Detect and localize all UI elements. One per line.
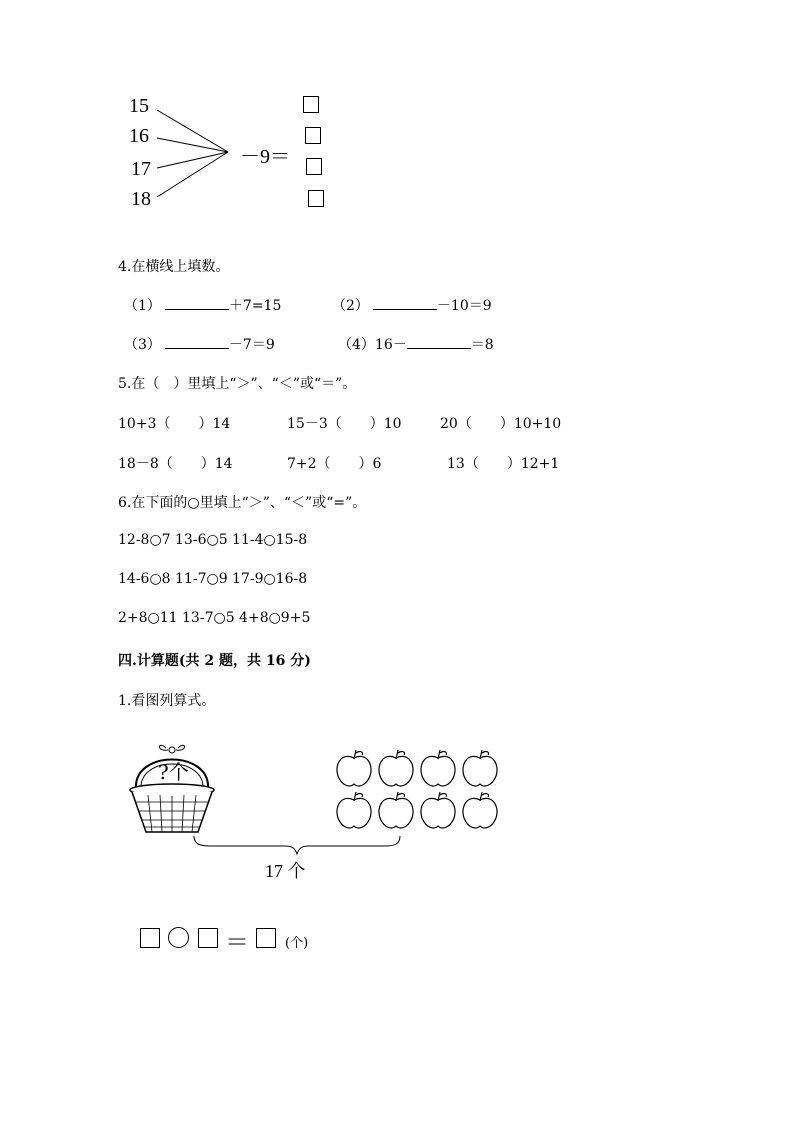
fill-blank-2[interactable] <box>373 297 437 310</box>
apple-icon <box>334 750 374 790</box>
q4-item-3: （3） －7＝9 <box>124 337 275 353</box>
total-label: 17 个 <box>265 861 306 881</box>
q4-item-2: （2） －10＝9 <box>332 298 492 314</box>
answer-box-3[interactable] <box>306 158 322 175</box>
equation-box-2[interactable] <box>198 928 218 948</box>
answer-box-1[interactable] <box>303 96 319 113</box>
q5-row2-item1: 18－8（ ）14 <box>118 456 233 472</box>
q6-row-1: 12-8○7 13-6○5 11-4○15-8 <box>118 532 308 548</box>
equals-sign: ＝ <box>225 928 249 956</box>
section-heading: 四.计算题(共 2 题，共 16 分) <box>118 653 311 669</box>
number-15: 15 <box>129 95 149 117</box>
fill-blank-3[interactable] <box>165 336 229 349</box>
connector-lines <box>0 0 794 230</box>
brace-icon <box>190 836 430 856</box>
apple-icon <box>460 792 500 832</box>
unit-label: (个) <box>285 936 309 951</box>
apple-icon <box>334 792 374 832</box>
q5-row2-item3: 13（ ）12+1 <box>447 456 560 472</box>
number-16: 16 <box>129 125 149 147</box>
apple-icon <box>376 750 416 790</box>
number-18: 18 <box>131 188 151 210</box>
fill-blank-4[interactable] <box>407 336 471 349</box>
q5-row1-item2: 15－3（ ）10 <box>287 416 402 432</box>
equation-box-1[interactable] <box>140 928 160 948</box>
apple-icon <box>376 792 416 832</box>
fill-blank-1[interactable] <box>165 297 229 310</box>
equation-box-3[interactable] <box>256 928 276 948</box>
answer-box-4[interactable] <box>308 190 324 207</box>
q4-title: 4.在横线上填数。 <box>118 259 230 275</box>
q6-row-3: 2+8○11 13-7○5 4+8○9+5 <box>118 610 311 626</box>
basket-icon <box>128 740 228 840</box>
q5-row1-item1: 10+3（ ）14 <box>118 416 231 432</box>
number-17: 17 <box>131 158 151 180</box>
apple-icon <box>418 792 458 832</box>
q4-item-1: （1） ＋7=15 <box>124 298 282 314</box>
q5-row1-item3: 20（ ）10+10 <box>440 416 562 432</box>
minus-nine-equals: －9＝ <box>240 146 290 168</box>
operator-circle[interactable] <box>168 927 189 948</box>
apple-icon <box>418 750 458 790</box>
basket-label: ?个 <box>158 760 189 784</box>
q6-title: 6.在下面的○里填上“＞”、“＜”或“=”。 <box>118 495 367 511</box>
answer-box-2[interactable] <box>305 127 321 144</box>
apple-icon <box>460 750 500 790</box>
section-q1-title: 1.看图列算式。 <box>118 693 216 709</box>
q4-item-4: （4）16－ ＝8 <box>338 337 494 353</box>
q5-title: 5.在（ ）里填上“＞”、“＜”或“＝”。 <box>118 376 357 392</box>
q6-row-2: 14-6○8 11-7○9 17-9○16-8 <box>118 571 308 587</box>
q5-row2-item2: 7+2（ ）6 <box>287 456 382 472</box>
